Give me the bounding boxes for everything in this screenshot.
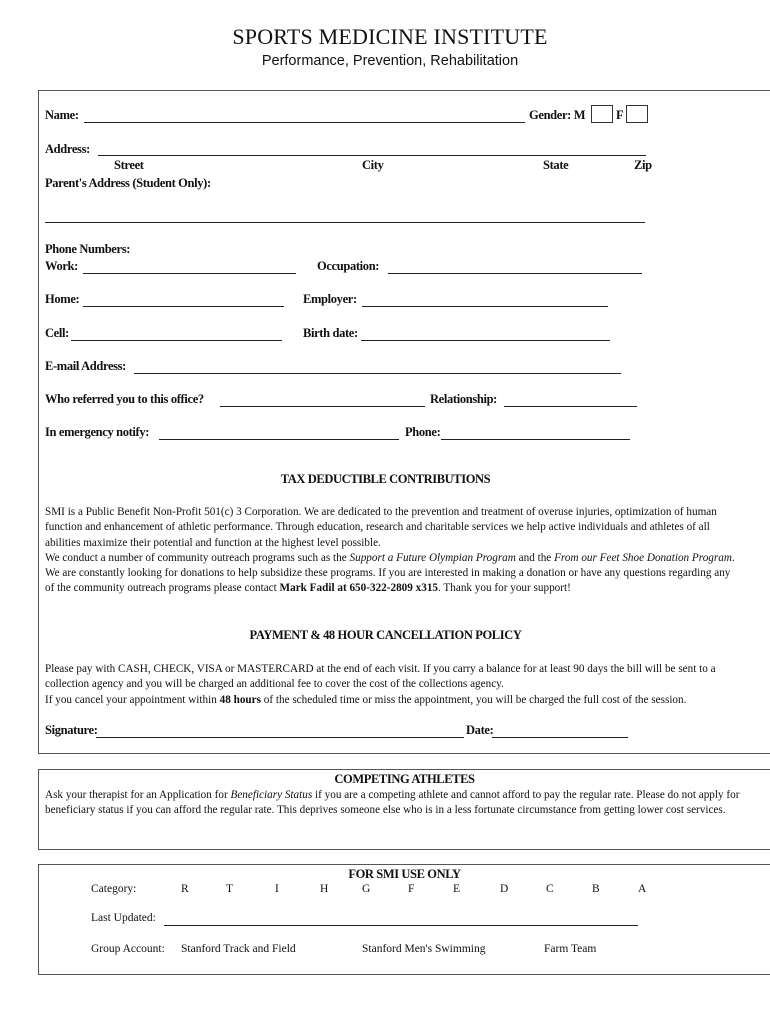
zip-label: Zip [634, 158, 652, 172]
relationship-field[interactable] [504, 406, 637, 407]
name-field[interactable] [84, 122, 525, 123]
email-label: E-mail Address: [45, 359, 126, 373]
relationship-label: Relationship: [430, 392, 497, 406]
beneficiary-status: Beneficiary Status [230, 789, 313, 801]
group-stanford-track[interactable]: Stanford Track and Field [181, 943, 296, 955]
tax-paragraph [45, 505, 735, 597]
category-a[interactable]: A [638, 883, 647, 895]
signature-label: Signature: [45, 723, 98, 737]
birth-date-label: Birth date: [303, 326, 358, 340]
page-title: SPORTS MEDICINE INSTITUTE [232, 24, 548, 49]
category-b[interactable]: B [592, 883, 600, 895]
cancellation-hours: 48 hours [219, 693, 261, 706]
tax-text-2c: . We are constantly looking for donations to help subsidize these programs. If you are interested in making a donation or have any questions regarding any of the community outreach programs please contact [45, 551, 735, 595]
emergency-phone-field[interactable] [441, 439, 630, 440]
last-updated-label: Last Updated: [91, 912, 156, 924]
referred-label: Who referred you to this office? [45, 392, 204, 406]
tax-text-2a: We conduct a number of community outreach programs such as the [45, 551, 350, 564]
payment-paragraph [45, 662, 735, 708]
payment-heading: PAYMENT & 48 HOUR CANCELLATION POLICY [249, 628, 522, 642]
parent-address-field[interactable] [45, 222, 645, 223]
group-farm-team[interactable]: Farm Team [544, 943, 597, 955]
occupation-label: Occupation: [317, 259, 380, 273]
tax-text-1: SMI is a Public Benefit Non-Profit 501(c) 3 Corporation. We are dedicated to the prevention and treatment of overuse injuries, optimization of human function and enhancement of athletic performance. Through education, research and charitable services we help active individuals and athletes of all abilities maximize their potential and function at the highest level possible. [45, 506, 717, 549]
emergency-contact-field[interactable] [159, 439, 399, 440]
email-field[interactable] [134, 373, 621, 374]
tax-heading: TAX DEDUCTIBLE CONTRIBUTIONS [280, 472, 491, 486]
smi-use-heading: FOR SMI USE ONLY [348, 867, 461, 881]
state-label: State [543, 158, 569, 172]
category-e[interactable]: E [453, 883, 461, 895]
gender-female-label: F [616, 108, 624, 122]
gender-female-checkbox[interactable] [626, 105, 648, 123]
category-g[interactable]: G [362, 883, 371, 895]
employer-field[interactable] [362, 306, 608, 307]
address-label: Address: [45, 142, 90, 156]
category-i[interactable]: I [275, 883, 279, 895]
payment-text-2a: If you cancel your appointment within [45, 693, 220, 706]
emergency-phone-label: Phone: [405, 425, 441, 439]
city-label: City [362, 158, 384, 172]
cell-phone-field[interactable] [71, 340, 282, 341]
olympian-program: Support a Future Olympian Program [349, 551, 516, 564]
work-label: Work: [45, 259, 78, 273]
birth-date-field[interactable] [361, 340, 610, 341]
date-label: Date: [466, 723, 494, 737]
shoe-donation-program: From our Feet Shoe Donation Program [554, 551, 732, 564]
tax-text-2d: . Thank you for your support! [438, 582, 571, 595]
page-subtitle: Performance, Prevention, Rehabilitation [261, 53, 519, 69]
category-d[interactable]: D [500, 883, 509, 895]
date-field[interactable] [492, 737, 628, 738]
payment-text-1: Please pay with CASH, CHECK, VISA or MASTERCARD at the end of each visit. If you carry a balance for at least 90 days the bill will be sent to a collection agency and you will be charged an additional fee to cover the cost of the collections agency. [45, 663, 716, 691]
signature-field[interactable] [96, 737, 464, 738]
referred-field[interactable] [220, 406, 425, 407]
work-phone-field[interactable] [83, 273, 296, 274]
employer-label: Employer: [303, 292, 357, 306]
category-label: Category: [91, 883, 137, 895]
category-f[interactable]: F [408, 883, 415, 895]
last-updated-field[interactable] [164, 925, 638, 926]
gender-label: Gender: M [529, 108, 586, 122]
tax-text-2b: and the [515, 551, 555, 564]
gender-male-checkbox[interactable] [591, 105, 613, 123]
street-label: Street [114, 158, 144, 172]
cell-label: Cell: [45, 326, 69, 340]
athletes-text-b: if you are a competing athlete and cannot afford to pay the regular rate. Please do not apply for beneficiary status if you can afford the regular rate. This deprives someone else who is in a less fortunate circumstance from getting lower cost services. [45, 789, 740, 817]
category-t[interactable]: T [226, 883, 234, 895]
payment-text-2b: of the scheduled time or miss the appointment, you will be charged the full cost of the session. [260, 693, 687, 706]
home-phone-field[interactable] [83, 306, 284, 307]
phone-numbers-label: Phone Numbers: [45, 242, 131, 256]
category-r[interactable]: R [181, 883, 189, 895]
name-label: Name: [45, 108, 79, 122]
category-h[interactable]: H [320, 883, 329, 895]
donation-contact: Mark Fadil at 650-322-2809 x315 [279, 582, 439, 595]
occupation-field[interactable] [388, 273, 642, 274]
parent-address-label: Parent's Address (Student Only): [45, 176, 211, 190]
competing-athletes-text [45, 788, 745, 819]
address-field[interactable] [98, 155, 646, 156]
group-stanford-swimming[interactable]: Stanford Men's Swimming [362, 943, 486, 955]
emergency-label: In emergency notify: [45, 425, 150, 439]
home-label: Home: [45, 292, 80, 306]
athletes-text-a: Ask your therapist for an Application for [45, 789, 231, 801]
group-account-label: Group Account: [91, 943, 165, 955]
category-c[interactable]: C [546, 883, 554, 895]
competing-athletes-heading: COMPETING ATHLETES [334, 772, 475, 786]
